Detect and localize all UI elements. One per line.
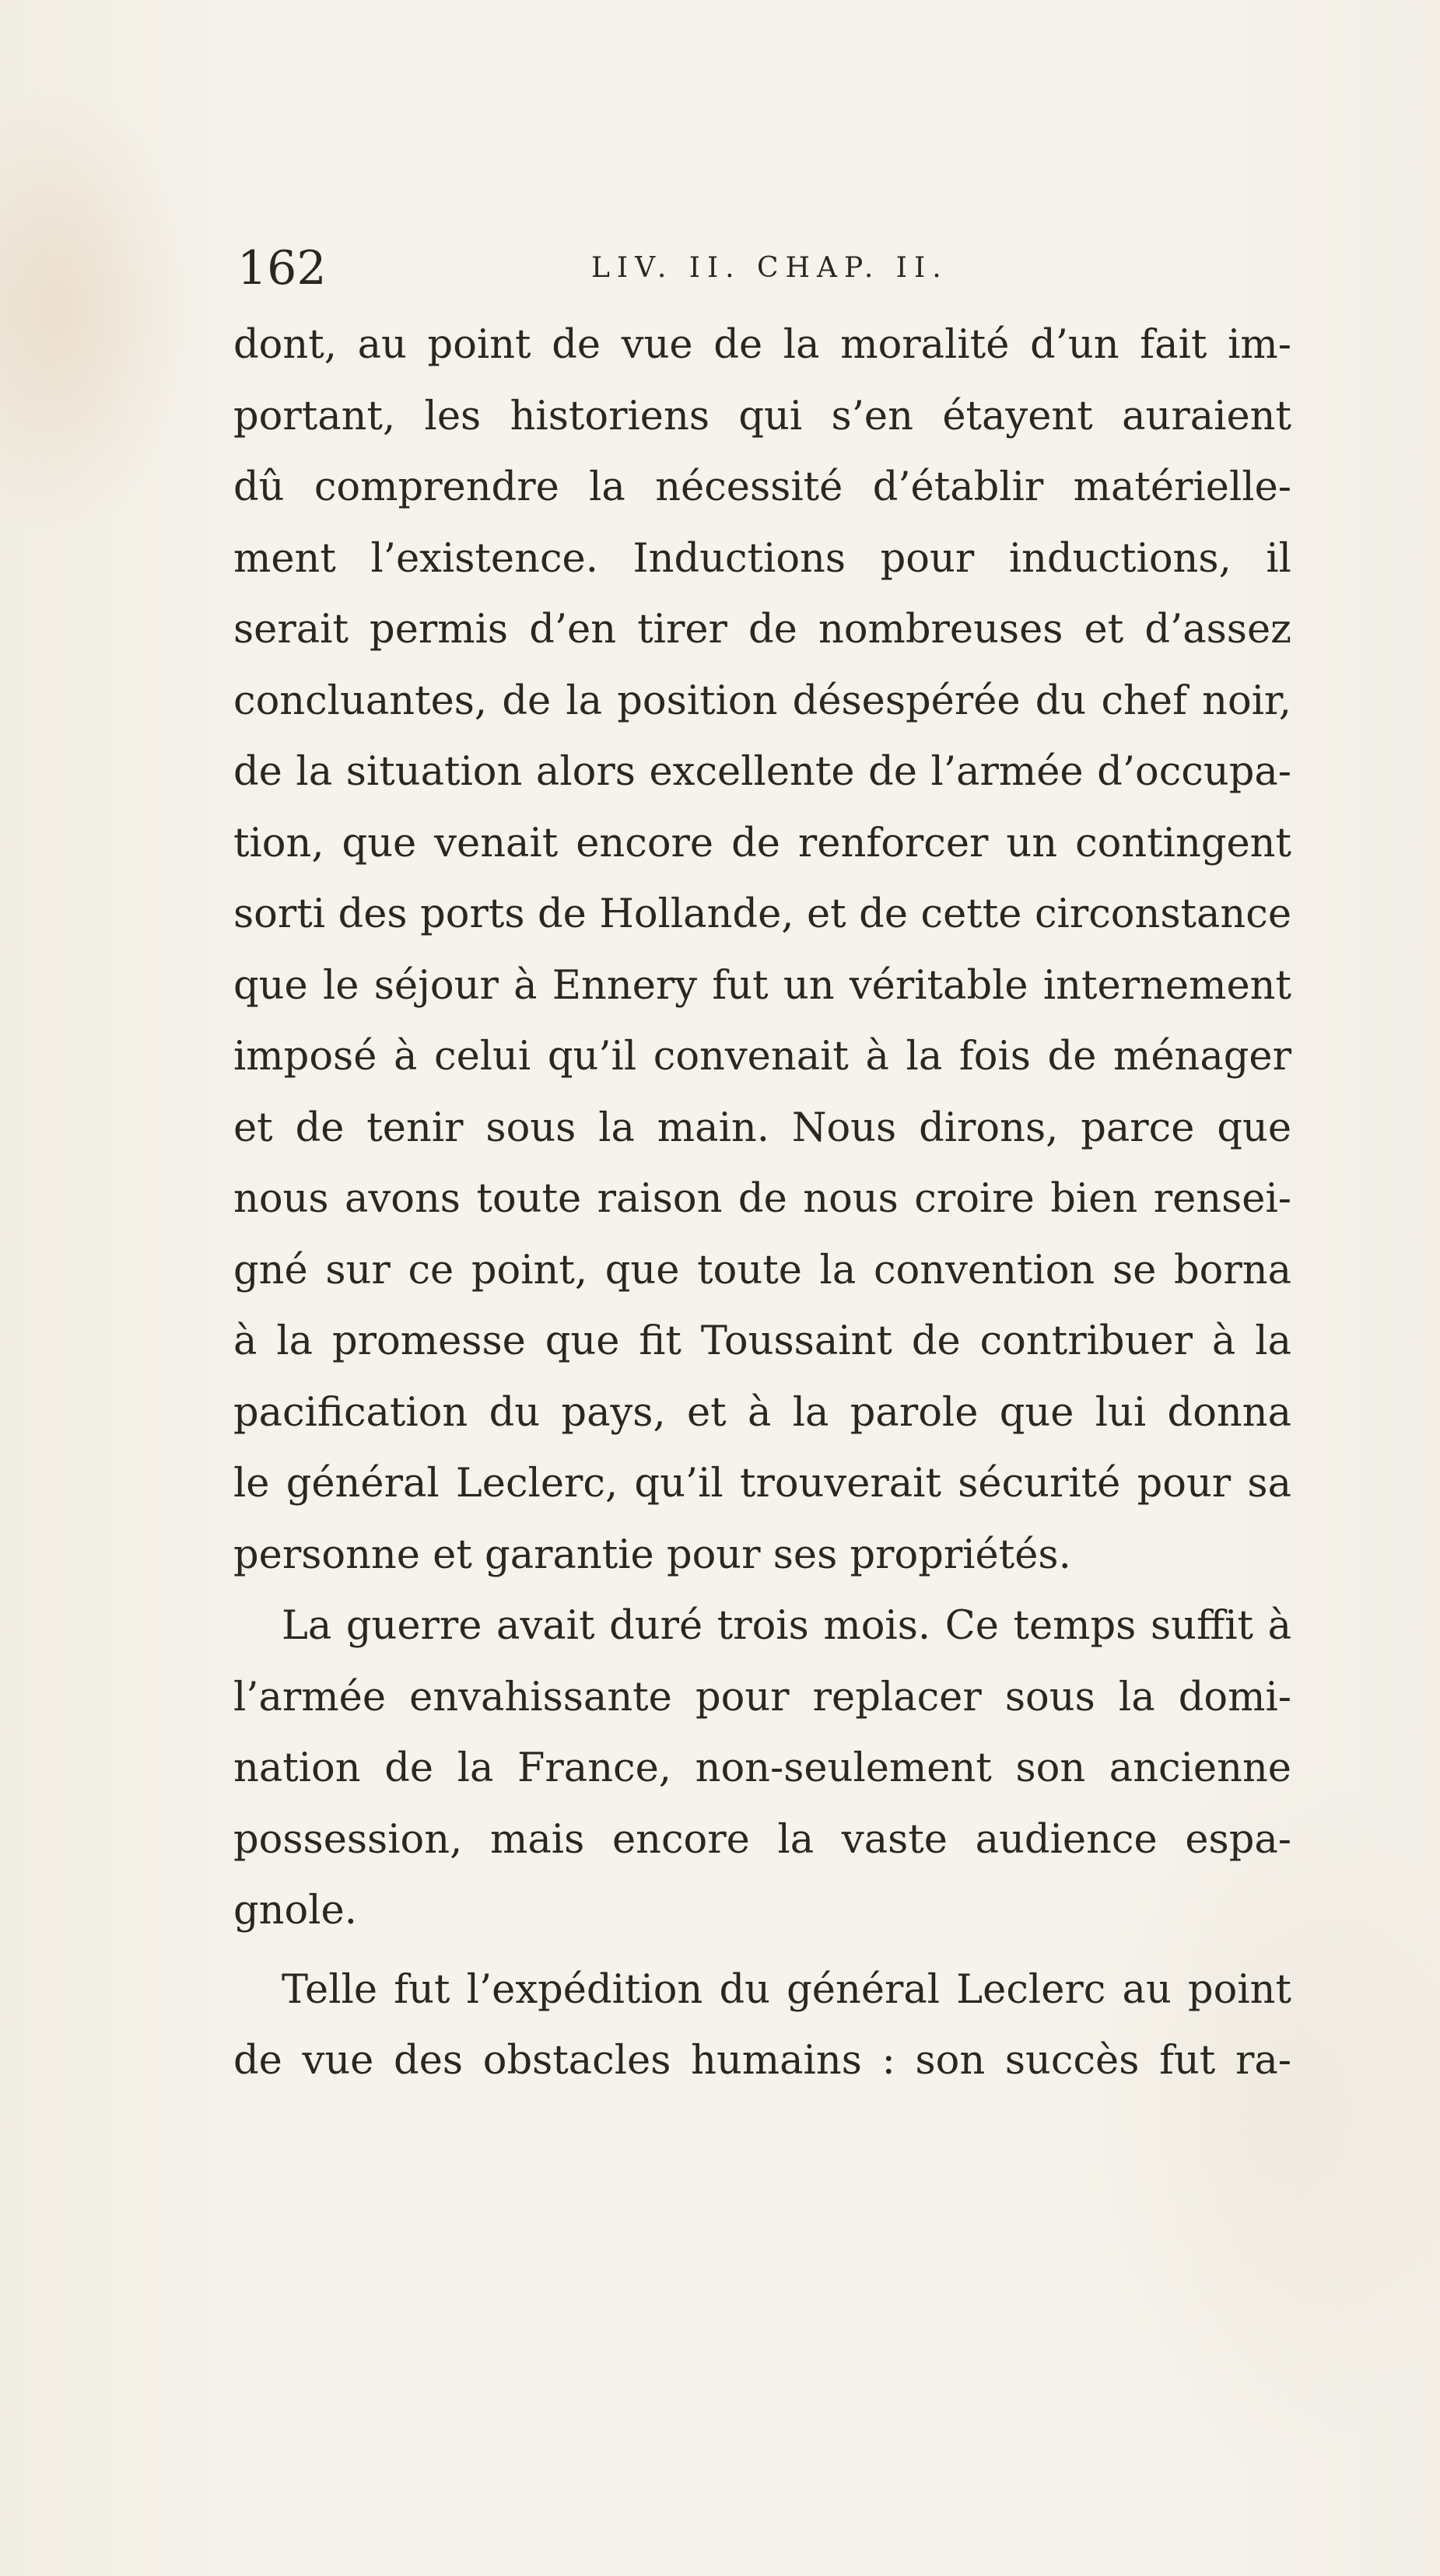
text-line: imposé à celui qu’il convenait à la fois de ménager [233,1034,1291,1080]
text-line: possession, mais encore la vaste audience espa- [233,1816,1291,1863]
text-line: dont, au point de vue de la moralité d’un fait im- [233,322,1291,368]
text-line: le général Leclerc, qu’il trouverait sécurité pour sa [233,1461,1291,1507]
paragraph-start-line: La guerre avait duré trois mois. Ce temps suffit à [282,1603,1291,1649]
text-line: concluantes, de la position désespérée du chef noir, [233,677,1291,724]
running-head: LIV. II. CHAP. II. [591,252,948,284]
body-text [233,310,1291,2097]
text-line: personne et garantie pour ses propriétés. [233,1531,1071,1578]
paragraph-start-line: Telle fut l’expédition du général Leclerc au point [282,1966,1291,2013]
text-line: de la situation alors excellente de l’armée d’occupa- [233,749,1291,795]
text-line: que le séjour à Ennery fut un véritable internement [233,962,1291,1009]
page-number: 162 [237,241,327,296]
text-line: sorti des ports de Hollande, et de cette circonstance [233,891,1291,937]
text-line: ment l’existence. Inductions pour inductions, il [233,535,1291,582]
text-line: et de tenir sous la main. Nous dirons, parce que [233,1104,1291,1151]
text-line: à la promesse que fit Toussaint de contribuer à la [233,1318,1291,1364]
text-line: pacification du pays, et à la parole que lui donna [233,1389,1291,1436]
text-line: gné sur ce point, que toute la convention se borna [233,1247,1291,1293]
text-line: l’armée envahissante pour replacer sous la domi- [233,1674,1291,1720]
text-line: gnole. [233,1888,357,1934]
text-line: tion, que venait encore de renforcer un contingent [233,820,1291,866]
text-line: nation de la France, non-seulement son ancienne [233,1745,1291,1791]
text-line: dû comprendre la nécessité d’établir matérielle- [233,464,1291,510]
text-line: portant, les historiens qui s’en étayent auraient [233,393,1291,439]
text-line: nous avons toute raison de nous croire bien rensei- [233,1176,1291,1222]
text-line: serait permis d’en tirer de nombreuses et d’assez [233,607,1291,653]
page-header [237,233,1291,303]
text-line: de vue des obstacles humains : son succès fut ra- [233,2038,1291,2084]
